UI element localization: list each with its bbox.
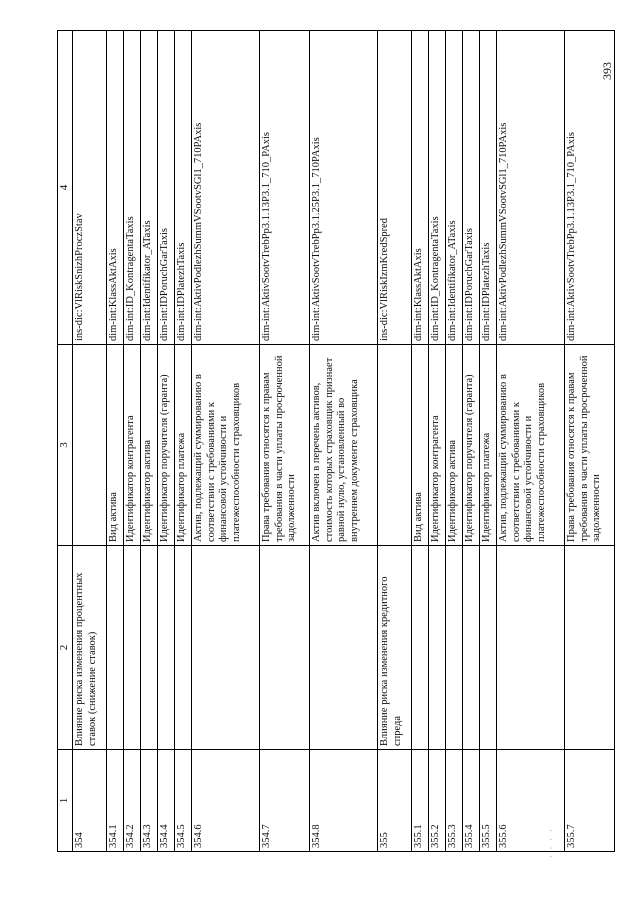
row-section bbox=[446, 546, 463, 750]
scan-artifact-dots: · · · · bbox=[547, 827, 556, 858]
row-section bbox=[463, 546, 480, 750]
table-row bbox=[141, 31, 158, 852]
row-code: ins-dic:VlRiskSnizhProczStav bbox=[73, 31, 107, 345]
row-description bbox=[378, 345, 412, 546]
row-code: dim-int:IDPoruchGarTaxis bbox=[158, 31, 175, 345]
data-table bbox=[57, 30, 615, 852]
row-description: Идентификатор платежа bbox=[175, 345, 192, 546]
row-number: 354.1 bbox=[107, 750, 124, 852]
table-row bbox=[565, 31, 615, 852]
row-code: dim-int:KlassAktAxis bbox=[107, 31, 124, 345]
row-number: 354.6 bbox=[192, 750, 260, 852]
table-row bbox=[175, 31, 192, 852]
row-code: dim-int:Identifikator_ATaxis bbox=[446, 31, 463, 345]
row-section: Влияние риска изменения процентных ставок (снижение ставок) bbox=[73, 546, 107, 750]
column-header-2: 2 bbox=[58, 546, 73, 750]
row-description: Права требования относятся к правам требования в части уплаты просроченной задолженности bbox=[260, 345, 310, 546]
row-number: 354.3 bbox=[141, 750, 158, 852]
row-description: Идентификатор платежа bbox=[480, 345, 497, 546]
table-row bbox=[412, 31, 429, 852]
row-code: dim-int:AktivPodlezhSummVSootvSGl1_710PAxis bbox=[497, 31, 565, 345]
table-row bbox=[158, 31, 175, 852]
row-description: Идентификатор актива bbox=[446, 345, 463, 546]
row-description: Идентификатор поручителя (гаранта) bbox=[463, 345, 480, 546]
row-section bbox=[260, 546, 310, 750]
row-description: Актив, подлежащий суммированию в соответствии с требованиями к финансовой устойчивости и платежеспособности страховщиков bbox=[497, 345, 565, 546]
row-section bbox=[310, 546, 378, 750]
row-number: 354.8 bbox=[310, 750, 378, 852]
row-number: 354.4 bbox=[158, 750, 175, 852]
table-row bbox=[463, 31, 480, 852]
row-number: 354 bbox=[73, 750, 107, 852]
table-row bbox=[480, 31, 497, 852]
row-section bbox=[175, 546, 192, 750]
row-description: Актив, подлежащий суммированию в соответствии с требованиями к финансовой устойчивости и платежеспособности страховщиков bbox=[192, 345, 260, 546]
table-row bbox=[429, 31, 446, 852]
column-header-1: 1 bbox=[58, 750, 73, 852]
row-number: 355.7 bbox=[565, 750, 615, 852]
header-row bbox=[58, 31, 73, 852]
row-section bbox=[429, 546, 446, 750]
row-description: Идентификатор контрагента bbox=[429, 345, 446, 546]
row-number: 355.1 bbox=[412, 750, 429, 852]
row-section: Влияние риска изменения кредитного спреда bbox=[378, 546, 412, 750]
row-number: 354.2 bbox=[124, 750, 141, 852]
table-row bbox=[378, 31, 412, 852]
table-row bbox=[310, 31, 378, 852]
row-code: dim-int:IDPoruchGarTaxis bbox=[463, 31, 480, 345]
table-row bbox=[73, 31, 107, 852]
row-code: dim-int:AktivPodlezhSummVSootvSGl1_710PAxis bbox=[192, 31, 260, 345]
row-description: Актив включен в перечень активов, стоимость которых страховщик признает равной нулю, установленный во внутреннем документе страховщика bbox=[310, 345, 378, 546]
row-number: 354.5 bbox=[175, 750, 192, 852]
row-code: dim-int:Identifikator_ATaxis bbox=[141, 31, 158, 345]
table-row bbox=[192, 31, 260, 852]
row-section bbox=[497, 546, 565, 750]
row-section bbox=[141, 546, 158, 750]
row-section bbox=[480, 546, 497, 750]
row-code: ins-dic:VlRiskIzmKredSpred bbox=[378, 31, 412, 345]
row-section bbox=[192, 546, 260, 750]
row-number: 355 bbox=[378, 750, 412, 852]
table-row bbox=[260, 31, 310, 852]
row-description: Права требования относятся к правам требования в части уплаты просроченной задолженности bbox=[565, 345, 615, 546]
row-section bbox=[565, 546, 615, 750]
row-code: dim-int:AktivSootvTrebPp3.1.13P3.1_710_PAxis bbox=[260, 31, 310, 345]
row-description bbox=[73, 345, 107, 546]
row-section bbox=[158, 546, 175, 750]
row-section bbox=[107, 546, 124, 750]
rotated-table-container bbox=[57, 59, 603, 852]
row-description: Вид актива bbox=[412, 345, 429, 546]
row-code: dim-int:IDPlatezhTaxis bbox=[175, 31, 192, 345]
row-code: dim-int:AktivSootvTrebPp3.1.13P3.1_710_PAxis bbox=[565, 31, 615, 345]
row-code: dim-int:ID_KontragentaTaxis bbox=[124, 31, 141, 345]
column-header-4: 4 bbox=[58, 31, 73, 345]
table-row bbox=[446, 31, 463, 852]
row-number: 355.3 bbox=[446, 750, 463, 852]
row-description: Вид актива bbox=[107, 345, 124, 546]
row-number: 355.4 bbox=[463, 750, 480, 852]
table-row bbox=[107, 31, 124, 852]
page-number: 393 bbox=[600, 62, 614, 80]
row-code: dim-int:IDPlatezhTaxis bbox=[480, 31, 497, 345]
row-description: Идентификатор контрагента bbox=[124, 345, 141, 546]
table-row bbox=[497, 31, 565, 852]
row-code: dim-int:AktivSootvTrebPp3.1.25P3.1_710PAxis bbox=[310, 31, 378, 345]
table-row bbox=[124, 31, 141, 852]
row-code: dim-int:ID_KontragentaTaxis bbox=[429, 31, 446, 345]
row-number: 354.7 bbox=[260, 750, 310, 852]
row-section bbox=[124, 546, 141, 750]
row-number: 355.6 bbox=[497, 750, 565, 852]
row-section bbox=[412, 546, 429, 750]
column-header-3: 3 bbox=[58, 345, 73, 546]
row-number: 355.5 bbox=[480, 750, 497, 852]
row-code: dim-int:KlassAktAxis bbox=[412, 31, 429, 345]
row-description: Идентификатор актива bbox=[141, 345, 158, 546]
row-number: 355.2 bbox=[429, 750, 446, 852]
row-description: Идентификатор поручителя (гаранта) bbox=[158, 345, 175, 546]
